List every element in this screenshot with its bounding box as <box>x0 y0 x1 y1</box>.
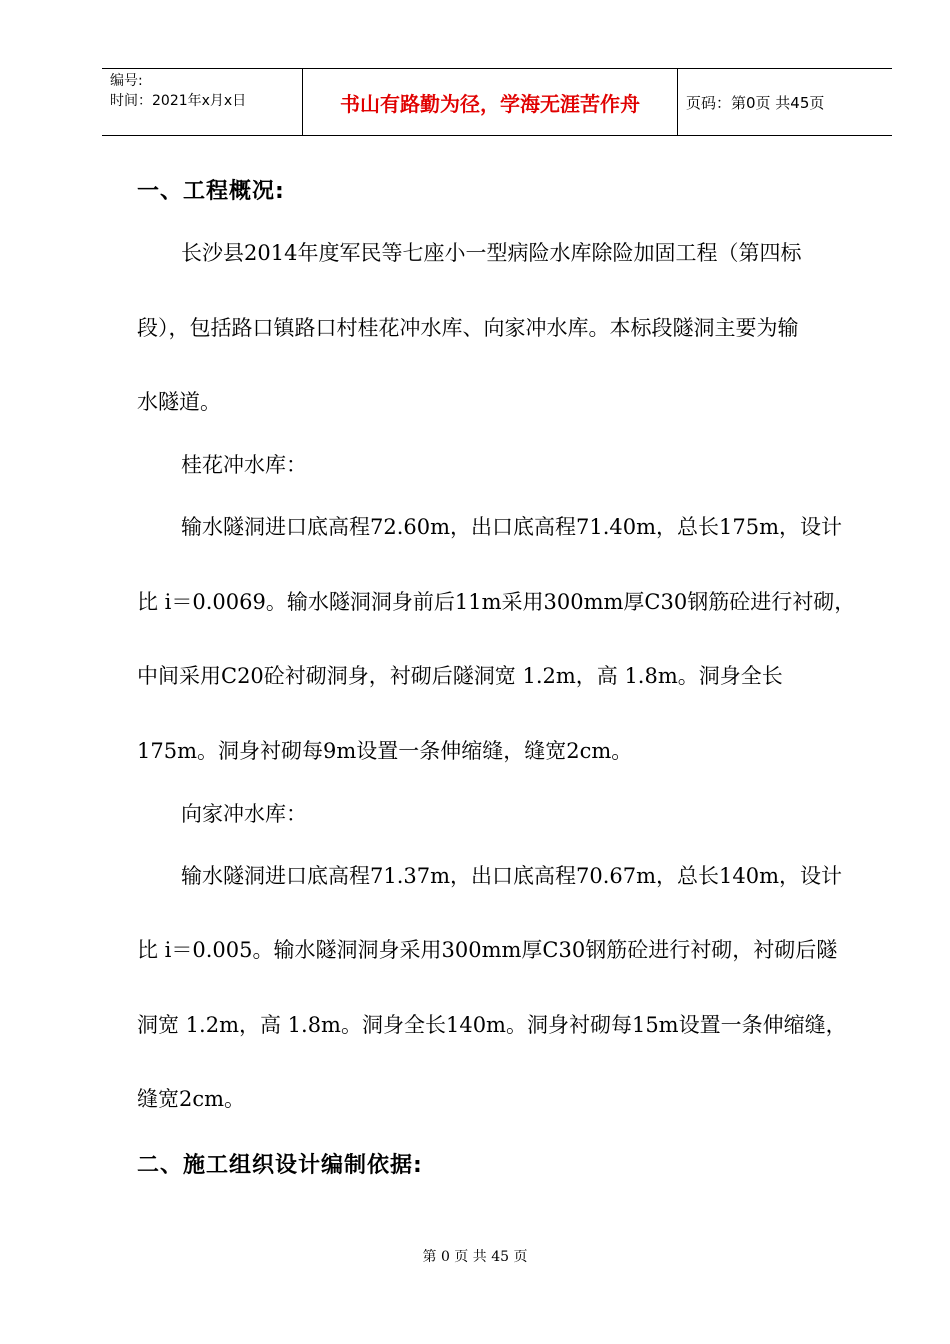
paragraph-line: 水隧道。 <box>137 390 221 414</box>
header-page-info: 页码：第0页 共45页 <box>686 93 825 112</box>
section-heading-overview: 一、工程概况: <box>137 179 285 204</box>
document-time-label: 时间：2021年x月x日 <box>110 93 247 109</box>
paragraph-line: 比 i＝0.005。输水隧洞洞身采用300mm厚C30钢筋砼进行衬砌，衬砌后隧 <box>137 938 838 962</box>
section-heading-basis: 二、施工组织设计编制依据: <box>137 1153 423 1178</box>
paragraph-line: 输水隧洞进口底高程72.60m，出口底高程71.40m，总长175m，设计 <box>181 515 843 539</box>
header-motto: 书山有路勤为径，学海无涯苦作舟 <box>303 69 678 135</box>
paragraph-line: 输水隧洞进口底高程71.37m，出口底高程70.67m，总长140m，设计 <box>181 864 843 888</box>
page-header <box>102 68 892 136</box>
document-number-label: 编号: <box>110 73 143 89</box>
paragraph-line: 洞宽 1.2m，高 1.8m。洞身全长140m。洞身衬砌每15m设置一条伸缩缝， <box>137 1013 847 1037</box>
paragraph-line: 比 i＝0.0069。输水隧洞洞身前后11m采用300mm厚C30钢筋砼进行衬砌， <box>137 590 856 614</box>
paragraph-line: 段），包括路口镇路口村桂花冲水库、向家冲水库。本标段隧洞主要为输 <box>137 316 799 340</box>
page-footer: 第 0 页 共 45 页 <box>422 1249 528 1265</box>
paragraph-line: 中间采用C20砼衬砌洞身，衬砌后隧洞宽 1.2m，高 1.8m。洞身全长 <box>137 664 783 688</box>
subheading-guihuachong: 桂花冲水库： <box>181 453 307 477</box>
subheading-xiangjiachong: 向家冲水库： <box>181 802 307 826</box>
header-meta <box>102 69 303 135</box>
paragraph-line: 缝宽2cm。 <box>137 1087 246 1111</box>
paragraph-line: 长沙县2014年度军民等七座小一型病险水库除险加固工程（第四标 <box>181 241 802 265</box>
paragraph-line: 175m。洞身衬砌每9m设置一条伸缩缝，缝宽2cm。 <box>137 739 633 763</box>
